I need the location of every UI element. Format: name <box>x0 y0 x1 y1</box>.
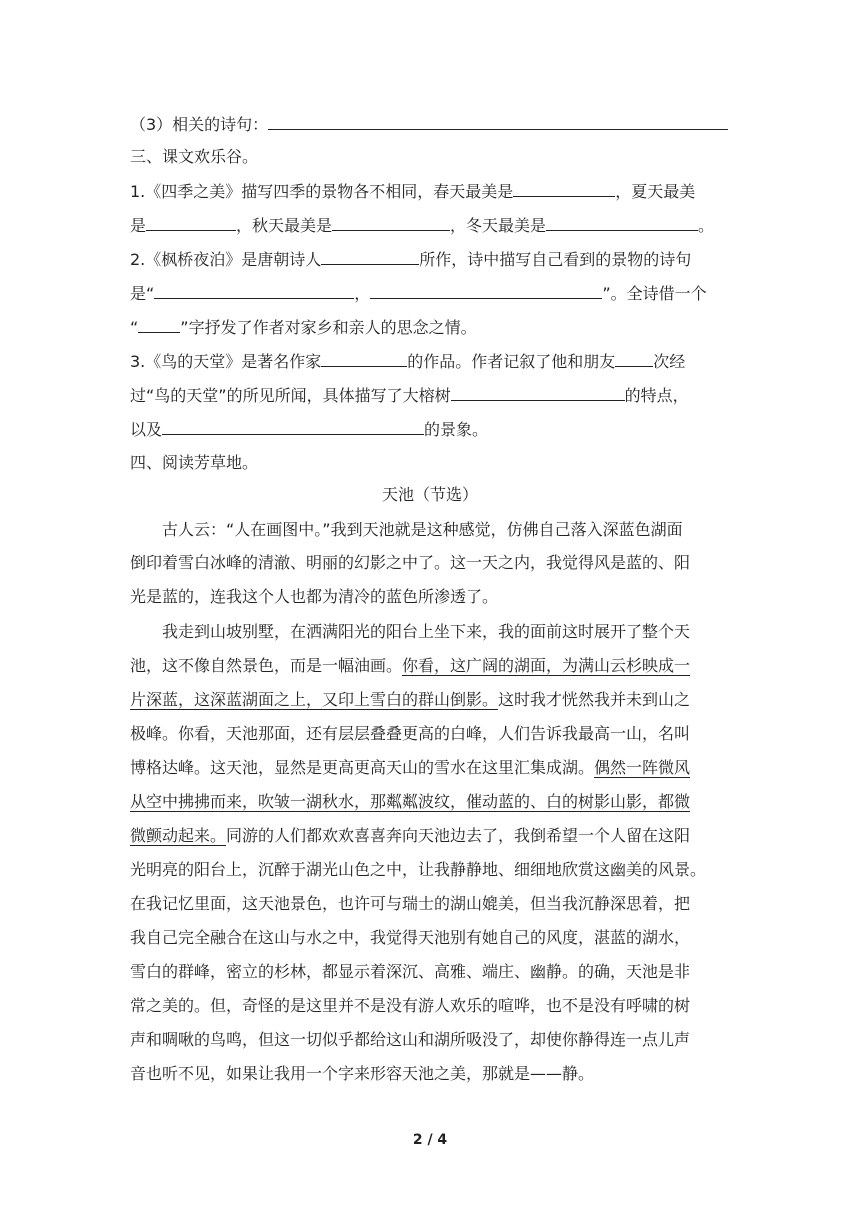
answer-blank-poem-2[interactable] <box>370 282 602 299</box>
s3-q1-text: ，秋天最美是 <box>236 216 333 235</box>
underlined-sentence: 偶然一阵微风 <box>594 758 691 777</box>
s3-q3-text: 的景象。 <box>424 420 489 439</box>
passage-line: 声和啁啾的鸟鸣，但这一切似乎都给这山和湖所吸没了，却使你静得连一点儿声 <box>130 1030 691 1049</box>
answer-blank-spring[interactable] <box>513 180 615 197</box>
s3-q2-text: “ <box>130 318 139 337</box>
s3-q1-text: ，冬天最美是 <box>450 216 547 235</box>
s3-question-2-line-3 <box>130 316 477 338</box>
passage-text: 博格达峰。这天池，显然是更高更高天山的雪水在这里汇集成湖。 <box>130 758 595 777</box>
s3-question-3-line-3 <box>130 418 488 440</box>
answer-blank-poet[interactable] <box>321 248 419 265</box>
s3-q1-text: 是 <box>130 216 147 235</box>
s3-q3-text: 过“鸟的天堂”的所见所闻，具体描写了大榕树 <box>130 386 451 405</box>
passage-line: 我走到山坡别墅，在洒满阳光的阳台上坐下来，我的面前这时展开了整个天 <box>162 622 691 641</box>
page-number: 2 / 4 <box>412 1132 448 1148</box>
s3-q1-text: ，夏天最美 <box>615 182 696 201</box>
s3-q1-text: 1.《四季之美》描写四季的景物各不相同，春天最美是 <box>130 182 514 201</box>
underlined-sentence: 从空中拂拂而来，吹皱一湖秋水，那粼粼波纹，催动蓝的、白的树影山影，都微 <box>130 792 691 811</box>
question-3-line <box>130 113 728 135</box>
answer-blank-banyan[interactable] <box>451 384 625 401</box>
s3-question-3-line-1 <box>130 350 685 372</box>
s3-q3-text: 3.《鸟的天堂》是著名作家 <box>130 352 322 371</box>
s3-question-2-line-1 <box>130 248 691 270</box>
s3-q3-text: 的作品。作者记叙了他和朋友 <box>407 352 616 371</box>
passage-line <box>130 791 690 813</box>
passage-line <box>130 757 690 779</box>
s3-question-1-line-2 <box>130 214 714 236</box>
passage-line: 倒印着雪白冰峰的清澈、明丽的幻影之中了。这一天之内，我觉得风是蓝的、阳 <box>130 553 691 572</box>
passage-line: 光明亮的阳台上，沉醉于湖光山色之中，让我静静地、细细地欣赏这幽美的风景。 <box>130 860 707 879</box>
underlined-sentence: 微颤动起来。 <box>130 826 227 845</box>
passage-line: 古人云：“人在画图中。”我到天池就是这种感觉，仿佛自己落入深蓝色湖面 <box>162 520 683 539</box>
s3-q3-text: 以及 <box>130 420 163 439</box>
s3-q2-text: ”。全诗借一个 <box>602 284 707 303</box>
answer-blank-times[interactable] <box>615 350 653 367</box>
passage-line: 音也听不见，如果让我用一个字来形容天池之美，那就是——静。 <box>130 1064 595 1083</box>
passage-line: 极峰。你看，天池那面，还有层层叠叠更高的白峰，人们告诉我最高一山，名叫 <box>130 724 691 743</box>
s3-q3-text: 的特点， <box>624 386 689 405</box>
s3-q2-text: 2.《枫桥夜泊》是唐朝诗人 <box>130 250 322 269</box>
passage-line: 我自己完全融合在这山与水之中，我觉得天池别有她自己的风度，湛蓝的湖水， <box>130 928 691 947</box>
passage-text: 池，这不像自然景色，而是一幅油画。 <box>130 656 403 675</box>
s3-q2-text: 是“ <box>130 284 155 303</box>
passage-line: 雪白的群峰，密立的杉林，都显示着深沉、高雅、端庄、幽静。的确，天池是非 <box>130 962 691 981</box>
s3-question-1-line-1 <box>130 180 695 202</box>
passage-title: 天池（节选） <box>381 485 478 504</box>
answer-blank-summer[interactable] <box>146 214 236 231</box>
section-4-title: 四、阅读芳草地。 <box>130 453 259 472</box>
answer-blank-character[interactable] <box>138 316 180 333</box>
passage-line <box>130 825 690 847</box>
passage-line: 光是蓝的，连我这个人也都为清冷的蓝色所渗透了。 <box>130 587 499 606</box>
answer-blank-poem-1[interactable] <box>154 282 354 299</box>
passage-line <box>130 655 690 677</box>
answer-blank-winter[interactable] <box>546 214 698 231</box>
answer-blank-scene[interactable] <box>162 418 424 435</box>
passage-line <box>130 689 690 711</box>
section-3-title: 三、课文欢乐谷。 <box>130 147 259 166</box>
s3-q2-text: ， <box>354 284 371 303</box>
s3-q2-text: ”字抒发了作者对家乡和亲人的思念之情。 <box>180 318 477 337</box>
answer-blank[interactable] <box>268 113 728 130</box>
passage-text: 这时我才恍然我并未到山之 <box>498 690 691 709</box>
passage-text: 同游的人们都欢欢喜喜奔向天池边去了，我倒希望一个人留在这阳 <box>226 826 691 845</box>
answer-blank-autumn[interactable] <box>332 214 450 231</box>
passage-line: 在我记忆里面，这天池景色，也许可与瑞士的湖山媲美，但当我沉静深思着，把 <box>130 894 691 913</box>
underlined-sentence: 片深蓝，这深蓝湖面之上，又印上雪白的群山倒影。 <box>130 690 499 709</box>
s3-question-3-line-2 <box>130 384 689 406</box>
s3-q3-text: 次经 <box>653 352 686 371</box>
s3-question-2-line-2 <box>130 282 707 304</box>
question-3-label: （3）相关的诗句： <box>130 115 269 134</box>
s3-q2-text: 所作，诗中描写自己看到的景物的诗句 <box>419 250 692 269</box>
passage-line: 常之美的。但，奇怪的是这里并不是没有游人欢乐的喧哗，也不是没有呼啸的树 <box>130 996 691 1015</box>
underlined-sentence: 你看，这广阔的湖面，为满山云杉映成一 <box>402 656 691 675</box>
s3-q1-text: 。 <box>698 216 715 235</box>
answer-blank-author[interactable] <box>321 350 407 367</box>
